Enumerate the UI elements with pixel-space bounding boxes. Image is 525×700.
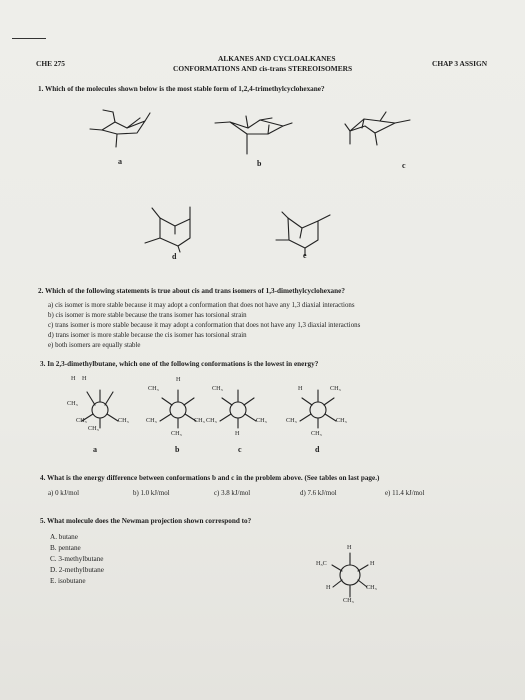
q5-option-a: A. butane	[50, 533, 78, 541]
newman-b-top-left: CH₃	[148, 385, 159, 392]
q3-label-a: a	[93, 445, 97, 454]
q5-newman-right: H	[370, 560, 375, 567]
q2-option-e: e) both isomers are equally stable	[48, 342, 141, 349]
q2-option-c: c) trans isomer is more stable because it may adopt a conformation that does not have any 1,3 diaxial interactions	[48, 322, 361, 329]
q5-newman-bot-left: H	[326, 584, 331, 591]
newman-c-bottom: H	[235, 430, 240, 437]
q5-newman-bot-right: CH₃	[366, 584, 377, 591]
q4-option-d: d) 7.6 kJ/mol	[300, 490, 337, 497]
newman-c-mid-right: CH₃	[256, 417, 267, 424]
newman-b-mid-right: CH₃	[194, 417, 205, 424]
newman-d-top-left: H	[298, 385, 303, 392]
newman-a-bot-left: CH₃	[76, 417, 87, 424]
newman-a-bot-right: CH₃	[88, 425, 99, 432]
q5-option-d: D. 2-methylbutane	[50, 566, 104, 574]
q3-text: 3. In 2,3-dimethylbutane, which one of the following conformations is the lowest in energy?	[40, 360, 319, 368]
newman-a-top-left: H	[71, 375, 76, 382]
q4-option-c: c) 3.8 kJ/mol	[214, 490, 251, 497]
q4-option-e: e) 11.4 kJ/mol	[385, 490, 425, 497]
q2-option-a: a) cis isomer is more stable because it may adopt a conformation that does not have any 1,3 diaxial interactions	[48, 302, 355, 309]
q1-label-a: a	[118, 157, 122, 166]
newman-d-mid-left: CH₃	[286, 417, 297, 424]
q5-newman-left: H₃C	[316, 560, 327, 567]
newman-b-top-right: H	[176, 376, 181, 383]
q5-newman-top: H	[347, 544, 352, 551]
q4-option-a: a) 0 kJ/mol	[48, 490, 80, 497]
q2-option-b: b) cis isomer is more stable because the trans isomer has torsional strain	[48, 312, 247, 319]
newman-d-bottom: CH₃	[311, 430, 322, 437]
newman-c-top-left: CH₃	[212, 385, 223, 392]
q4-option-b: b) 1.0 kJ/mol	[133, 490, 170, 497]
q3-label-d: d	[315, 445, 320, 454]
newman-a-mid-right: CH₃	[118, 417, 129, 424]
newman-d-top-right: CH₃	[330, 385, 341, 392]
q5-newman-bottom: CH₃	[343, 597, 354, 604]
newman-c	[220, 390, 256, 428]
newman-a-mid-left: CH₃	[67, 400, 78, 407]
newman-a-top-right: H	[82, 375, 87, 382]
q5-option-e: E. isobutane	[50, 577, 86, 585]
title-line-2: CONFORMATIONS AND cis-trans STEREOISOMERS	[173, 64, 353, 73]
newman-d-mid-right: CH₃	[336, 417, 347, 424]
title-line-1: ALKANES AND CYCLOALKANES	[218, 54, 336, 63]
q1-label-e: e	[303, 251, 307, 260]
q3-label-c: c	[238, 445, 242, 454]
q4-text: 4. What is the energy difference between conformations b and c in the problem above. (See tables on last page.)	[40, 474, 380, 482]
q3-label-b: b	[175, 445, 180, 454]
q5-text: 5. What molecule does the Newman projection shown correspond to?	[40, 517, 252, 525]
q2-text: 2. Which of the following statements is true about cis and trans isomers of 1,3-dimethylcyclohexane?	[38, 287, 345, 295]
course-code: CHE 275	[36, 59, 65, 68]
newman-b-bottom: CH₃	[171, 430, 182, 437]
q1-label-c: c	[402, 161, 406, 170]
q5-option-c: C. 3-methylbutane	[50, 555, 104, 563]
newman-d	[300, 390, 336, 428]
q1-label-d: d	[172, 252, 177, 261]
q5-option-b: B. pentane	[50, 544, 81, 552]
newman-c-mid-left: CH₃	[206, 417, 217, 424]
newman-q5	[332, 553, 368, 597]
newman-a	[82, 390, 118, 428]
assignment-label: CHAP 3 ASSIGN	[432, 59, 488, 68]
newman-b	[160, 390, 196, 428]
newman-b-mid-left: CH₃	[146, 417, 157, 424]
q1-label-b: b	[257, 159, 262, 168]
q1-text: 1. Which of the molecules shown below is the most stable form of 1,2,4-trimethylcyclohexane?	[38, 85, 325, 93]
q2-option-d: d) trans isomer is more stable because the cis isomer has torsional strain	[48, 332, 247, 339]
